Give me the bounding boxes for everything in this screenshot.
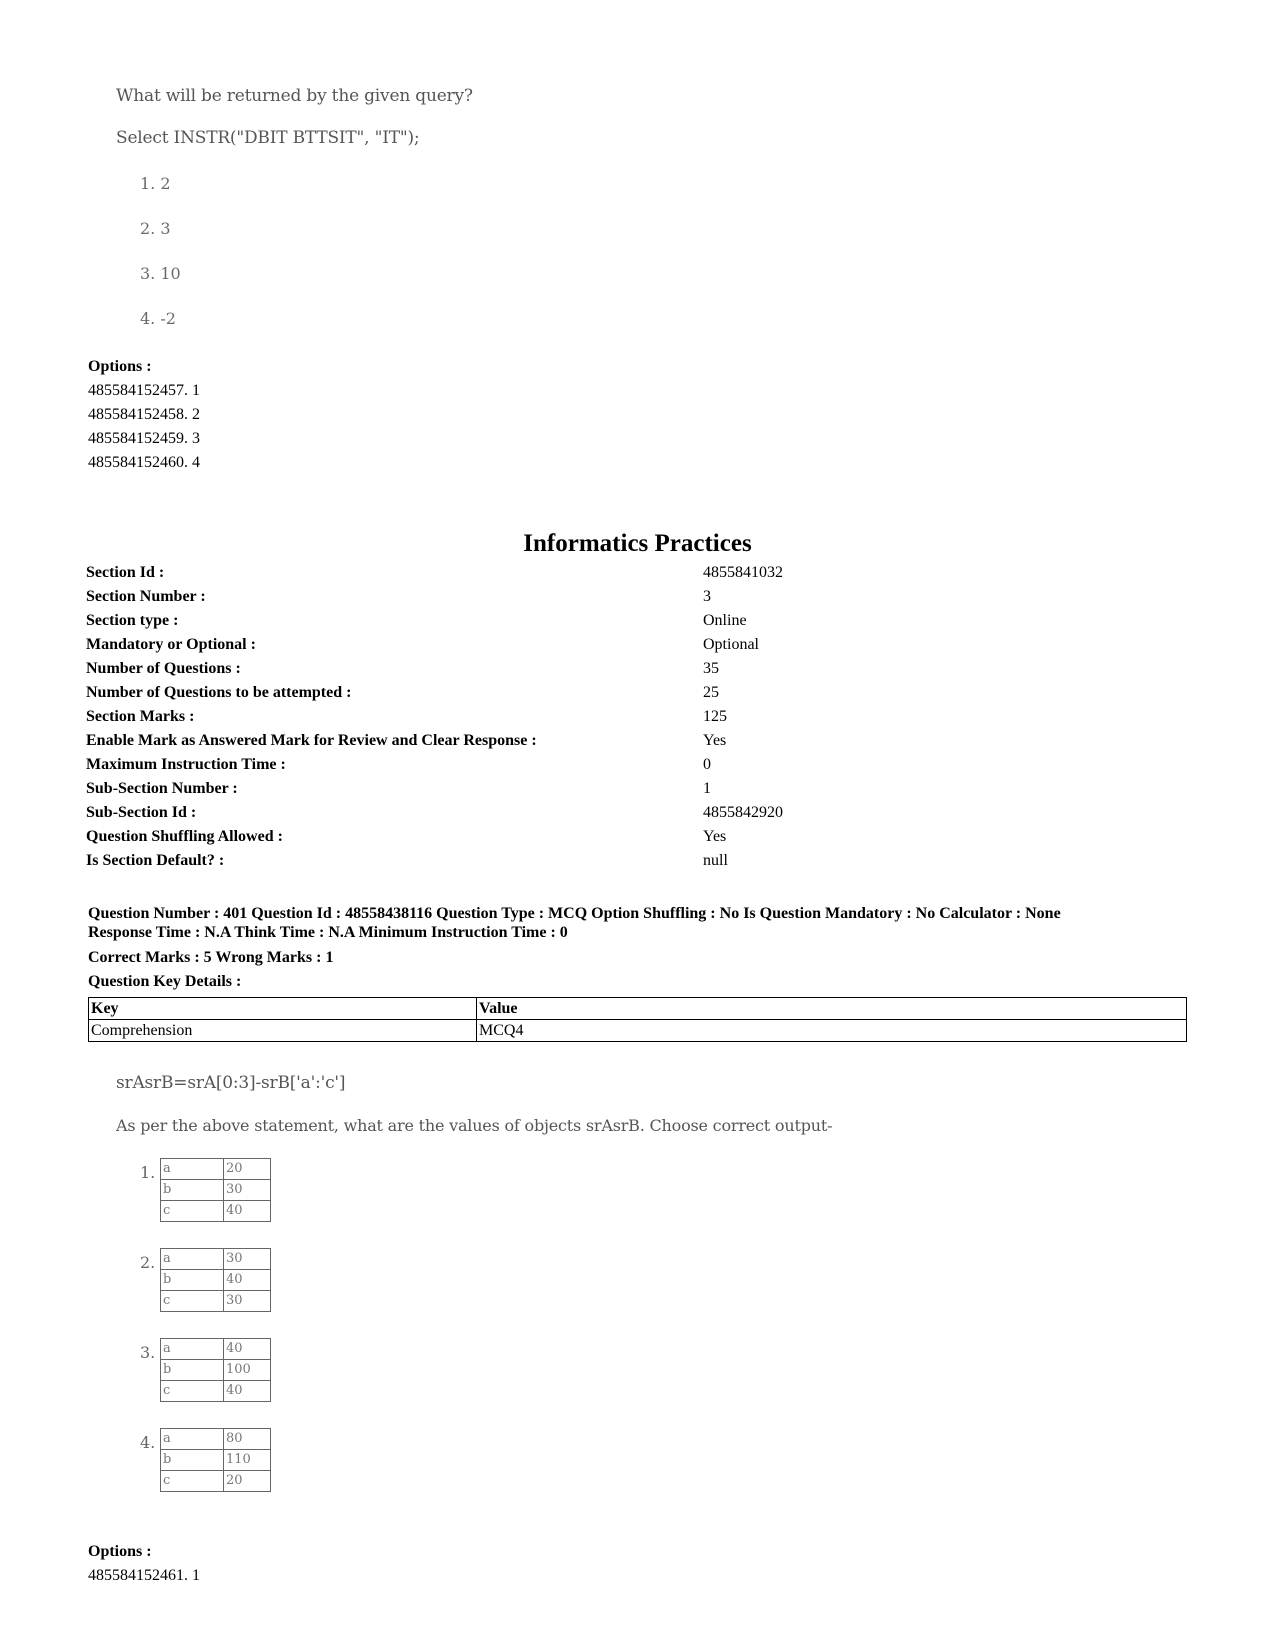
table-row — [161, 1201, 271, 1222]
table-cell: a — [161, 1249, 224, 1270]
table-header-cell: Key — [89, 998, 477, 1020]
prev-question-line-2: Select INSTR("DBIT BTTSIT", "IT"); — [116, 128, 420, 148]
table-cell: MCQ4 — [477, 1020, 1187, 1042]
table-row — [161, 1270, 271, 1291]
section-row-label: Is Section Default? : — [86, 852, 225, 869]
table-row — [161, 1180, 271, 1201]
table-cell: 20 — [224, 1471, 271, 1492]
section-row-label: Section Id : — [86, 564, 165, 581]
choice-table — [160, 1428, 271, 1492]
question-key-details-label: Question Key Details : — [88, 973, 242, 990]
table-cell: a — [161, 1429, 224, 1450]
prev-question-line-1: What will be returned by the given query? — [116, 86, 473, 106]
option-line: 485584152461. 1 — [88, 1567, 200, 1584]
question-prompt: As per the above statement, what are the values of objects srAsrB. Choose correct output- — [116, 1116, 833, 1135]
choice-number: 1. — [140, 1163, 156, 1182]
choice-number: 4. — [140, 1433, 156, 1452]
section-row-value: 4855842920 — [703, 804, 783, 821]
table-row — [161, 1360, 271, 1381]
prev-options-label: Options : — [88, 358, 152, 375]
section-row-value: Optional — [703, 636, 759, 653]
choice-table — [160, 1338, 271, 1402]
section-row-value: null — [703, 852, 728, 869]
section-row-label: Question Shuffling Allowed : — [86, 828, 283, 845]
section-row — [0, 729, 1275, 753]
section-row-value: Yes — [703, 828, 727, 845]
section-row-label: Sub-Section Number : — [86, 780, 238, 797]
section-row-label: Number of Questions : — [86, 660, 241, 677]
option-line: 485584152459. 3 — [88, 430, 200, 447]
table-row — [89, 1020, 1187, 1042]
table-cell: 30 — [224, 1291, 271, 1312]
prev-choice: 1. 2 — [140, 174, 171, 193]
table-cell: b — [161, 1180, 224, 1201]
table-cell: 40 — [224, 1339, 271, 1360]
table-cell: c — [161, 1471, 224, 1492]
section-row-value: 125 — [703, 708, 727, 725]
choice-table — [160, 1158, 271, 1222]
section-row-value: 35 — [703, 660, 719, 677]
table-cell: 40 — [224, 1381, 271, 1402]
table-cell: b — [161, 1360, 224, 1381]
section-row-value: 1 — [703, 780, 711, 797]
table-row — [161, 1381, 271, 1402]
table-cell: a — [161, 1159, 224, 1180]
choice-table — [160, 1248, 271, 1312]
table-cell: c — [161, 1201, 224, 1222]
section-row-value: Online — [703, 612, 747, 629]
section-row — [0, 753, 1275, 777]
section-row-label: Section Marks : — [86, 708, 195, 725]
table-row — [161, 1471, 271, 1492]
section-title: Informatics Practices — [523, 530, 752, 557]
section-row — [0, 609, 1275, 633]
choice-number: 3. — [140, 1343, 156, 1362]
prev-choice: 4. -2 — [140, 309, 176, 328]
option-line: 485584152458. 2 — [88, 406, 200, 423]
section-row — [0, 633, 1275, 657]
section-row-label: Maximum Instruction Time : — [86, 756, 286, 773]
section-row-value: 0 — [703, 756, 711, 773]
table-row — [161, 1159, 271, 1180]
section-row-value: Yes — [703, 732, 727, 749]
section-row-label: Sub-Section Id : — [86, 804, 197, 821]
section-row — [0, 825, 1275, 849]
table-row — [161, 1339, 271, 1360]
table-cell: b — [161, 1270, 224, 1291]
table-cell: 80 — [224, 1429, 271, 1450]
table-row — [161, 1249, 271, 1270]
option-line: 485584152457. 1 — [88, 382, 200, 399]
question-meta-line-2: Response Time : N.A Think Time : N.A Minimum Instruction Time : 0 — [88, 924, 568, 941]
prev-choice: 3. 10 — [140, 264, 181, 283]
section-row-value: 4855841032 — [703, 564, 783, 581]
table-cell: a — [161, 1339, 224, 1360]
table-cell: 30 — [224, 1180, 271, 1201]
section-row-label: Section type : — [86, 612, 179, 629]
section-row-label: Enable Mark as Answered Mark for Review and Clear Response : — [86, 732, 537, 749]
section-row — [0, 561, 1275, 585]
table-cell: 30 — [224, 1249, 271, 1270]
section-row — [0, 777, 1275, 801]
table-cell: 20 — [224, 1159, 271, 1180]
table-header-cell: Value — [477, 998, 1187, 1020]
section-row-value: 3 — [703, 588, 711, 605]
section-row-label: Number of Questions to be attempted : — [86, 684, 352, 701]
table-cell: b — [161, 1450, 224, 1471]
section-row-value: 25 — [703, 684, 719, 701]
section-row — [0, 681, 1275, 705]
section-row — [0, 585, 1275, 609]
options-label: Options : — [88, 1543, 152, 1560]
table-row — [161, 1429, 271, 1450]
question-key-table — [88, 997, 1187, 1042]
choice-number: 2. — [140, 1253, 156, 1272]
section-row — [0, 705, 1275, 729]
prev-choice: 2. 3 — [140, 219, 171, 238]
option-line: 485584152460. 4 — [88, 454, 200, 471]
table-row — [161, 1291, 271, 1312]
section-row — [0, 657, 1275, 681]
section-row-label: Section Number : — [86, 588, 206, 605]
question-meta-line-1: Question Number : 401 Question Id : 48558438116 Question Type : MCQ Option Shuffling : No Is Question Mandatory : No Calculator : None — [88, 905, 1061, 922]
table-cell: 110 — [224, 1450, 271, 1471]
section-row — [0, 849, 1275, 873]
table-row — [161, 1450, 271, 1471]
table-cell: 40 — [224, 1201, 271, 1222]
table-cell: 40 — [224, 1270, 271, 1291]
question-statement: srAsrB=srA[0:3]-srB['a':'c'] — [116, 1073, 346, 1093]
table-cell: 100 — [224, 1360, 271, 1381]
table-header-row — [89, 998, 1187, 1020]
question-marks: Correct Marks : 5 Wrong Marks : 1 — [88, 949, 334, 966]
section-row — [0, 801, 1275, 825]
table-cell: c — [161, 1291, 224, 1312]
table-cell: c — [161, 1381, 224, 1402]
table-cell: Comprehension — [89, 1020, 477, 1042]
section-row-label: Mandatory or Optional : — [86, 636, 256, 653]
